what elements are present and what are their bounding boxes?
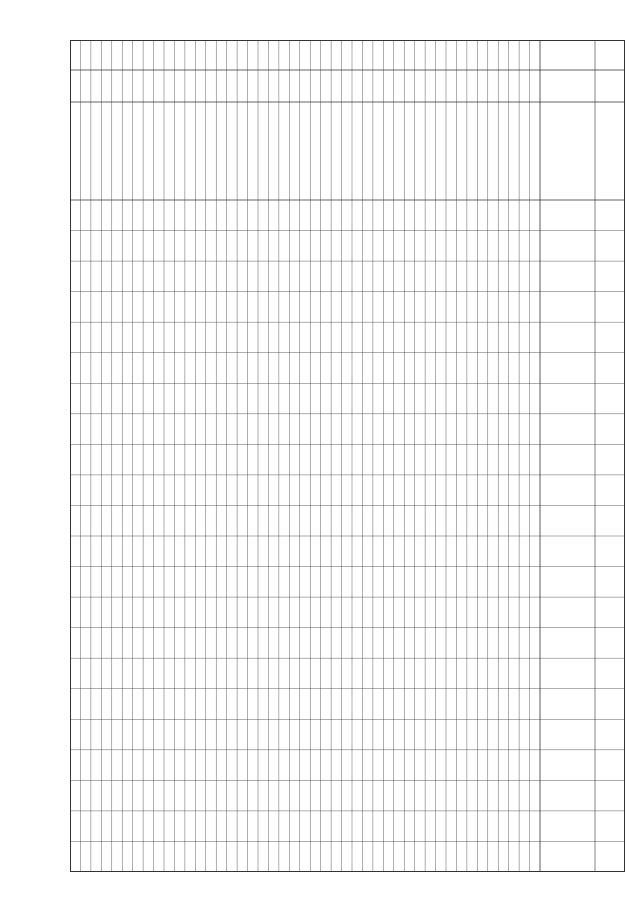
register-table bbox=[70, 40, 625, 872]
register-table-grid bbox=[70, 40, 625, 872]
